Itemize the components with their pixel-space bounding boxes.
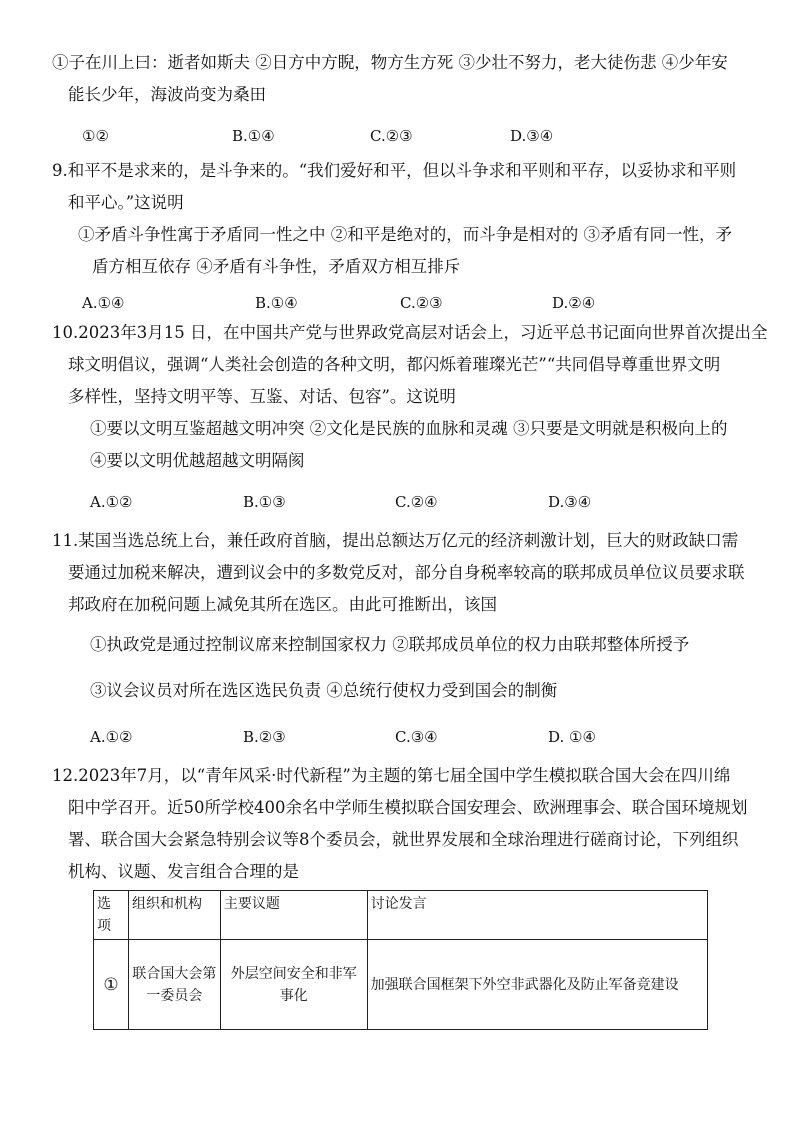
q10-option-c: C.②④ — [395, 493, 438, 511]
q8-option-b: B.①④ — [232, 127, 275, 145]
q9-option-b: B.①④ — [255, 294, 298, 312]
q8-statement-line1: ①子在川上曰：逝者如斯夫 ②日方中方睨，物方生方死 ③少壮不努力，老大徒伤悲 ④少年安 — [52, 53, 728, 72]
q12-stem-line3: 署、联合国大会紧急特别会议等8个委员会，就世界发展和全球治理进行磋商讨论，下列组织 — [68, 830, 739, 849]
q10-option-a: A.①② — [90, 493, 133, 511]
q11-stem-line1: 11.某国当选总统上台，兼任政府首脑，提出总额达万亿元的经济刺激计划，巨大的财政缺口需 — [52, 531, 739, 550]
q9-statement-line1: ①矛盾斗争性寓于矛盾同一性之中 ②和平是绝对的，而斗争是相对的 ③矛盾有同一性，矛 — [78, 225, 732, 244]
q9-statement-line2: 盾方相互依存 ④矛盾有斗争性，矛盾双方相互排斥 — [92, 257, 461, 276]
q10-statement-line2: ④要以文明优越超越文明隔阂 — [90, 451, 305, 470]
q11-statement-line1: ①执政党是通过控制议席来控制国家权力 ②联邦成员单位的权力由联邦整体所授予 — [90, 635, 690, 654]
q10-stem-line1: 10.2023年3月15 日，在中国共产党与世界政党高层对话会上，习近平总书记面向世界首次提出全 — [52, 323, 768, 342]
q10-option-b: B.①③ — [243, 493, 286, 511]
table-cell-org: 联合国大会第一委员会 — [128, 940, 220, 1030]
q9-option-d: D.②④ — [552, 294, 596, 312]
table-header-row — [94, 891, 708, 940]
q11-stem-line2: 要通过加税来解决，遭到议会中的多数党反对，部分自身税率较高的联邦成员单位议员要求联 — [68, 563, 745, 582]
q8-option-a: ①② — [82, 127, 109, 145]
q9-stem-line2: 和平心。”这说明 — [68, 193, 184, 212]
q11-option-c: C.③④ — [395, 728, 438, 746]
q10-statement-line1: ①要以文明互鉴超越文明冲突 ②文化是民族的血脉和灵魂 ③只要是文明就是积极向上的 — [90, 419, 728, 438]
q12-stem-line1: 12.2023年7月，以“青年风采·时代新程”为主题的第七届全国中学生模拟联合国大会在四川绵 — [52, 766, 731, 785]
q11-option-b: B.②③ — [243, 728, 286, 746]
table-cell-speech: 加强联合国框架下外空非武器化及防止军备竞建设 — [367, 940, 707, 1030]
q11-stem-line3: 邦政府在加税问题上减免其所在选区。由此可推断出，该国 — [68, 595, 497, 614]
q9-option-a: A.①④ — [82, 294, 125, 312]
table-row — [94, 940, 708, 1030]
table-header-option: 选项 — [94, 891, 129, 940]
q8-statement-line2: 能长少年，海波尚变为桑田 — [68, 85, 266, 104]
q10-option-d: D.③④ — [548, 493, 592, 511]
q8-option-c: C.②③ — [370, 127, 413, 145]
table-header-speech: 讨论发言 — [367, 891, 707, 940]
q11-option-a: A.①② — [90, 728, 133, 746]
q8-option-d: D.③④ — [510, 127, 554, 145]
q10-stem-line3: 多样性，坚持文明平等、互鉴、对话、包容”。这说明 — [68, 387, 456, 406]
q9-stem-line1: 9.和平不是求来的，是斗争来的。“我们爱好和平，但以斗争求和平则和平存，以妥协求和平则 — [52, 161, 737, 180]
q12-stem-line2: 阳中学召开。近50所学校400余名中学师生模拟联合国安理会、欧洲理事会、联合国环境规划 — [68, 798, 748, 817]
q9-option-c: C.②③ — [400, 294, 443, 312]
table-cell-topic: 外层空间安全和非军事化 — [220, 940, 367, 1030]
table-header-org: 组织和机构 — [128, 891, 220, 940]
q10-stem-line2: 球文明倡议，强调“人类社会创造的各种文明，都闪烁着璀璨光芒”“共同倡导尊重世界文明 — [68, 355, 721, 374]
table-header-topic: 主要议题 — [220, 891, 367, 940]
q12-stem-line4: 机构、议题、发言组合合理的是 — [68, 862, 299, 881]
q11-statement-line2: ③议会议员对所在选区选民负责 ④总统行使权力受到国会的制衡 — [90, 681, 558, 700]
q12-options-table — [93, 890, 708, 1030]
table-cell-option: ① — [94, 940, 129, 1030]
q11-option-d: D. ①④ — [548, 728, 596, 746]
